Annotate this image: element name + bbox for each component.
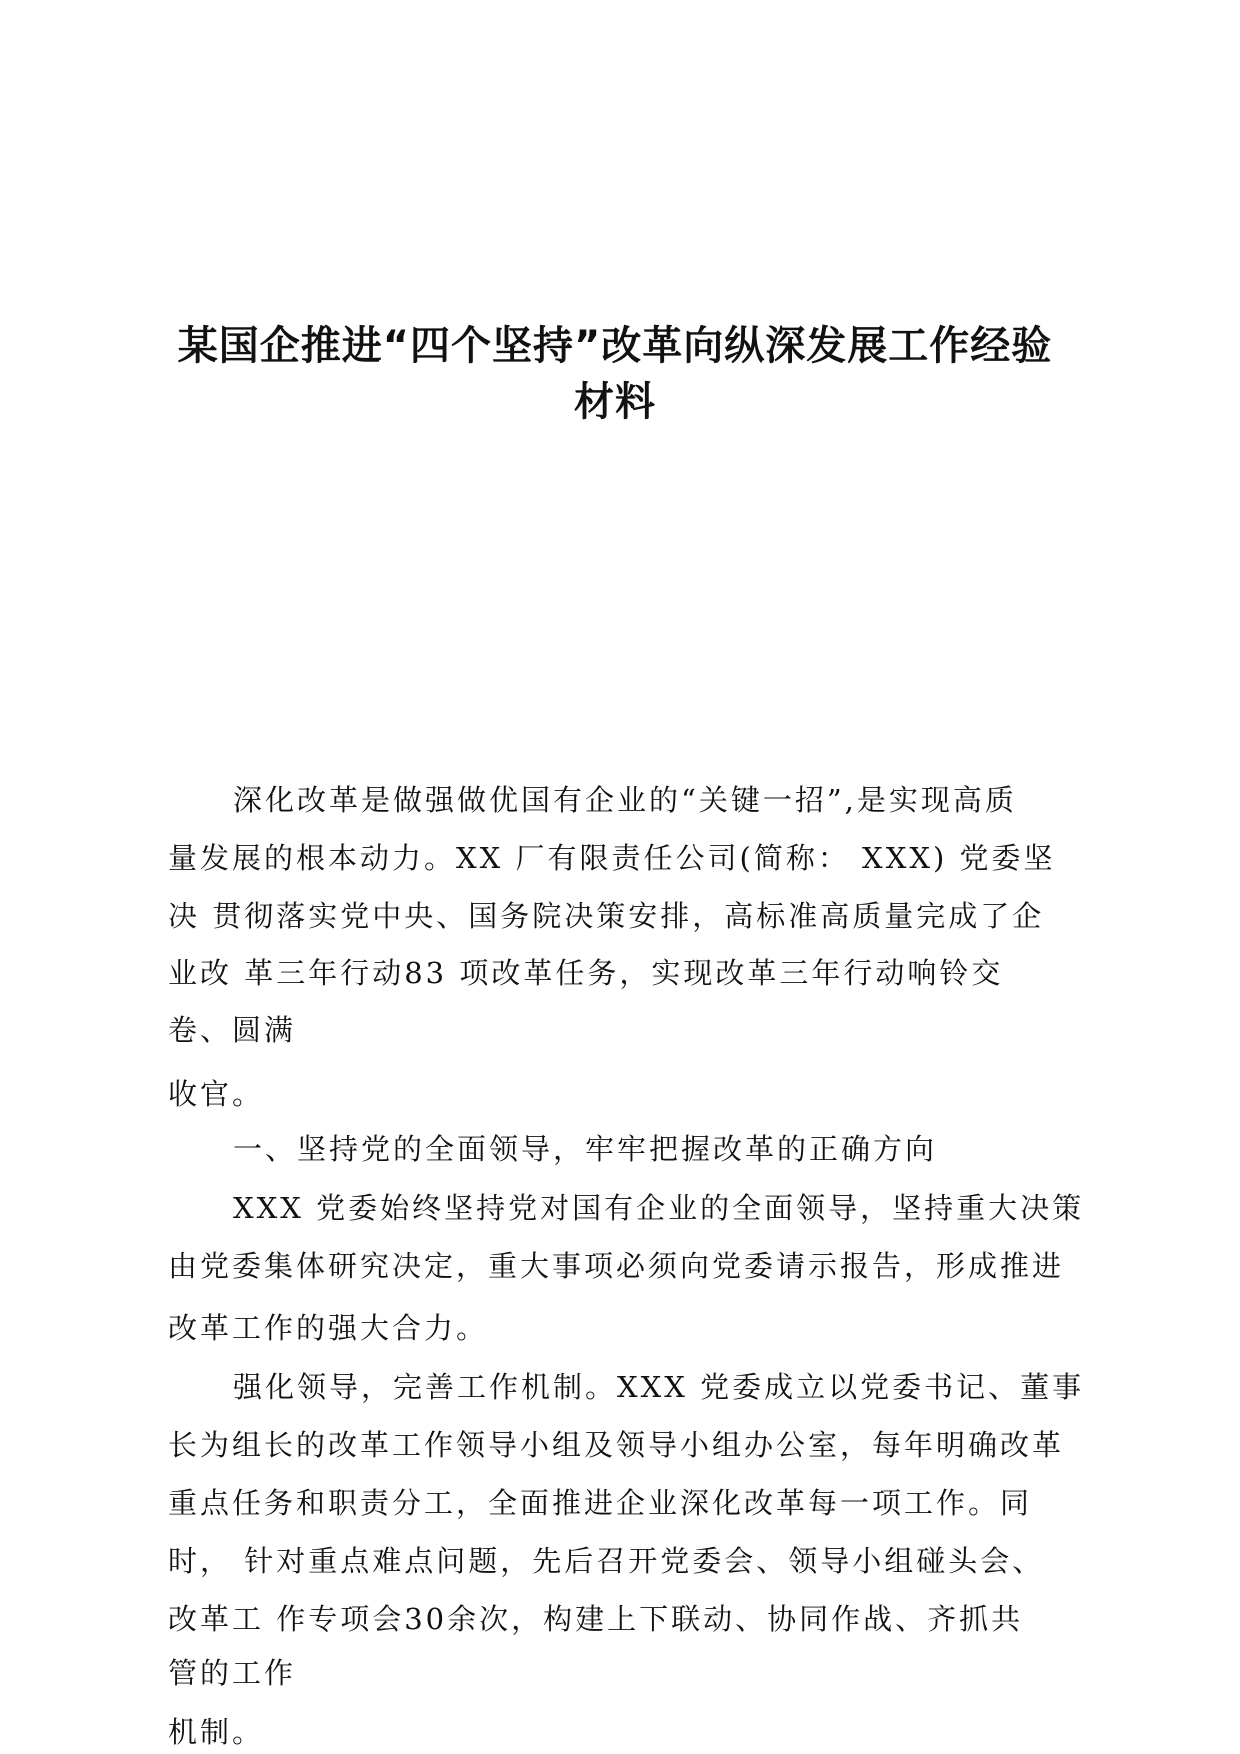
- paragraph-line-17: 机制。: [168, 1715, 265, 1749]
- paragraph-line-15: 改革工 作专项会30余次，构建上下联动、协同作战、齐抓共: [168, 1602, 1024, 1636]
- paragraph-line-9: 由党委集体研究决定，重大事项必须向党委请示报告，形成推进: [168, 1249, 1065, 1283]
- paragraph-line-16: 管的工作: [168, 1656, 297, 1690]
- paragraph-line-14: 时， 针对重点难点问题，先后召开党委会、领导小组碰头会、: [168, 1544, 1045, 1578]
- section-heading: 一、坚持党的全面领导，牢牢把握改革的正确方向: [233, 1132, 938, 1166]
- paragraph-line-5: 卷、圆满: [168, 1013, 297, 1047]
- paragraph-line-4: 业改 革三年行动83 项改革任务，实现改革三年行动响铃交: [168, 956, 1004, 990]
- paragraph-line-10: 改革工作的强大合力。: [168, 1311, 489, 1345]
- paragraph-line-1: 深化改革是做强做优国有企业的“关键一招”,是实现高质: [233, 783, 1017, 817]
- paragraph-line-6: 收官。: [168, 1077, 265, 1111]
- paragraph-line-2: 量发展的根本动力。XX 厂有限责任公司(简称： XXX) 党委坚: [168, 841, 1056, 875]
- paragraph-line-3: 决 贯彻落实党中央、国务院决策安排，高标准高质量完成了企: [168, 899, 1045, 933]
- paragraph-line-11: 强化领导，完善工作机制。XXX 党委成立以党委书记、董事: [233, 1370, 1085, 1404]
- title-line-1: 某国企推进“四个坚持”改革向纵深发展工作经验: [177, 323, 1053, 369]
- document-title: [150, 318, 1080, 430]
- paragraph-line-12: 长为组长的改革工作领导小组及领导小组办公室，每年明确改革: [168, 1428, 1065, 1462]
- paragraph-line-8: XXX 党委始终坚持党对国有企业的全面领导，坚持重大决策: [233, 1191, 1085, 1225]
- paragraph-line-13: 重点任务和职责分工，全面推进企业深化改革每一项工作。同: [168, 1486, 1033, 1520]
- title-line-2: 材料: [574, 379, 656, 425]
